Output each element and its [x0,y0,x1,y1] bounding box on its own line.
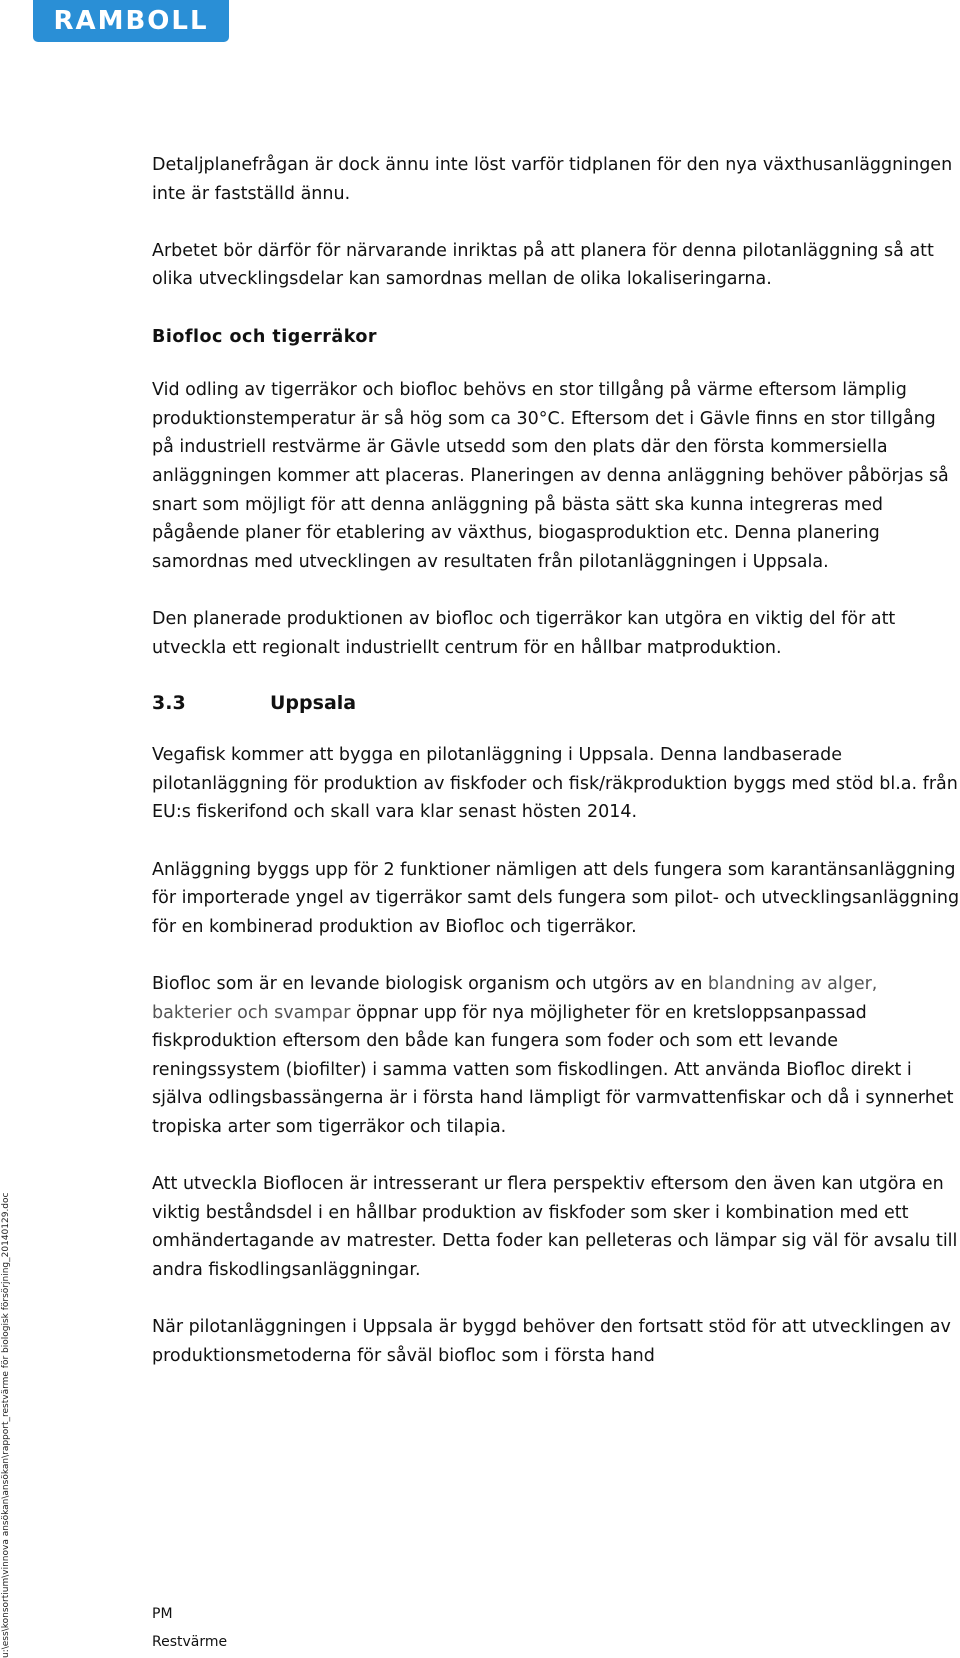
paragraph-biofloc-start: Biofloc som är en levande biologisk organism och utgörs av en [152,974,708,995]
paragraph-vegafisk: Vegafisk kommer att bygga en pilotanläggning i Uppsala. Denna landbaserade pilotanläggning för produktion av fiskfoder och fisk/räkproduktion byggs med stöd bl.a. från EU:s fiskerifond och skall vara klar senast hösten 2014. [152,745,958,823]
document-body [152,151,960,1399]
ramboll-logo [33,0,229,42]
section-heading [152,689,960,718]
section-number: 3.3 [152,691,186,714]
paragraph-nar-pilotanlaggningen: När pilotanläggningen i Uppsala är byggd behöver den fortsatt stöd för att utvecklingen av produktionsmetoderna för såväl biofloc som i första hand [152,1317,951,1366]
paragraph-biofloc-organism [152,970,960,1142]
subheading-biofloc: Biofloc och tigerräkor [152,326,378,347]
paragraph-detaljplan: Detaljplanefrågan är dock ännu inte löst varför tidplanen för den nya växthusanläggningen inte är fastställd ännu. [152,155,953,204]
paragraph-anlaggning: Anläggning byggs upp för 2 funktioner nämligen att dels fungera som karantänsanläggning för importerade yngel av tigerräkor samt dels fungera som pilot- och utvecklingsanläggning för en kombinerad produktion av Biofloc och tigerräkor. [152,859,960,937]
section-title: Uppsala [270,691,357,714]
logo-text: RAMBOLL [53,6,209,36]
paragraph-vid-odling: Vid odling av tigerräkor och biofloc behövs en stor tillgång på värme eftersom lämplig produktionstemperatur är så hög som ca 30°C. Eftersom det i Gävle finns en stor tillgång på industriell restvärme är Gävle utsedd som den plats där den första kommersiella anläggningen kommer att placeras. Planeringen av denna anläggning behöver påbörjas så snart som möjligt för att denna anläggning på bästa sätt ska kunna integreras med pågående planer för etablering av växthus, biogasproduktion etc. Denna planering samordnas med utvecklingen av resultaten från pilotanläggningen i Uppsala. [152,380,949,572]
footer-doc-type: PM [152,1606,173,1622]
footer [152,1600,227,1656]
highlighted-phrase: blandning av alger, bakterier och svampar [152,974,878,1023]
paragraph-arbetet: Arbetet bör därför för närvarande inriktas på att planera för denna pilotanläggning så att olika utvecklingsdelar kan samordnas mellan de olika lokaliseringarna. [152,240,934,290]
paragraph-att-utveckla: Att utveckla Bioflocen är intresserant ur flera perspektiv eftersom den även kan utgöra en viktig beståndsdel i en hållbar produktion av fiskfoder som sker i kombination med ett omhändertagande av matrester. Detta foder kan pelleteras och lämpar sig väl för avsalu till andra fiskodlingsanläggningar. [152,1174,958,1280]
paragraph-planerade-produktionen: Den planerade produktionen av biofloc och tigerräkor kan utgöra en viktig del för att utveckla ett regionalt industriellt centrum för en hållbar matproduktion. [152,608,896,658]
paragraph-biofloc-end: öppnar upp för nya möjligheter för en kretsloppsanpassad fiskproduktion eftersom den både kan fungera som foder och som ett levande reningssystem (biofilter) i samma vatten som fiskodlingen. Att använda Biofloc direkt i själva odlingsbassängerna är i första hand lämpligt för varmvattenfiskar och då i synnerhet tropiska arter som tigerräkor och tilapia. [152,1002,954,1137]
side-file-path: u:\ess\konsortium\vinnova ansökan\ansökan\rapport_restvärme för biologisk försörjning_20140129.doc [1,1192,11,1658]
footer-doc-title: Restvärme [152,1634,228,1650]
